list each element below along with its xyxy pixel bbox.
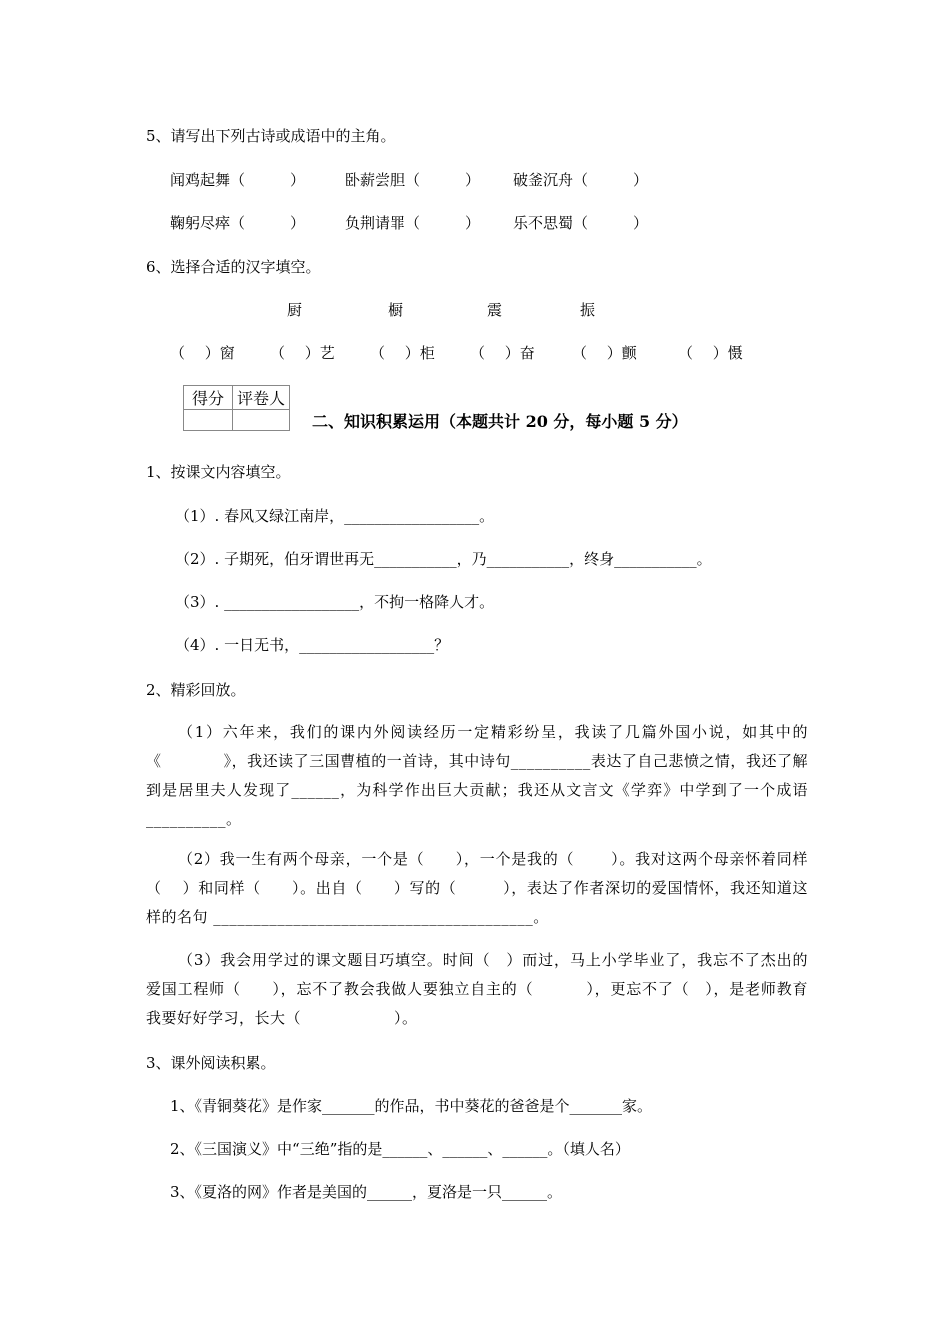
q5-idiom-3: 破釜沉舟（ ） — [513, 171, 649, 189]
section-title: 二、知识积累运用（本题共计 20 分，每小题 5 分） — [312, 412, 688, 431]
s2-q3-item-1: 1、《青铜葵花》是作家_______的作品，书中葵花的爸爸是个_______家。 — [170, 1097, 653, 1115]
q5-idiom-4: 鞠躬尽瘁（ ） — [170, 214, 306, 232]
q6-char-3: 震 — [487, 301, 503, 319]
q6-blank-3: （ ）柜 — [370, 344, 435, 362]
s2-q2-paragraph-3: （3）我会用学过的课文题目巧填空。时间（ ）而过，马上小学毕业了，我忘不了杰出的爱国工程师（ ），忘不了教会我做人要独立自主的（ ），更忘不了（ ），是老师教育我要好好学习，长大（ ）。 — [146, 951, 808, 1027]
s2-q2-paragraph-1: （1）六年来，我们的课内外阅读经历一定精彩纷呈，我读了几篇外国小说，如其中的《 》，我还读了三国曹植的一首诗，其中诗句__________表达了自己悲愤之情，我还了解到是居里夫人发现了______，为科学作出巨大贡献；我还从文言文《学弈》中学到了一个成语__________。 — [146, 723, 808, 828]
s2-q3-title: 3、课外阅读积累。 — [146, 1054, 276, 1072]
q6-title: 6、选择合适的汉字填空。 — [146, 258, 321, 276]
s2-q1-item-1: （1）. 春风又绿江南岸，__________________。 — [175, 507, 495, 525]
q5-idiom-5: 负荆请罪（ ） — [345, 214, 481, 232]
q6-char-1: 厨 — [287, 301, 303, 319]
score-table — [183, 385, 290, 431]
s2-q1-title: 1、按课文内容填空。 — [146, 463, 291, 481]
q6-blank-1: （ ）窗 — [170, 344, 235, 362]
s2-q1-item-2: （2）. 子期死，伯牙谓世再无___________，乃___________，终身___________。 — [175, 550, 712, 568]
q5-title: 5、请写出下列古诗或成语中的主角。 — [146, 127, 396, 145]
q6-char-4: 振 — [580, 301, 596, 319]
q5-idiom-1: 闻鸡起舞（ ） — [170, 171, 306, 189]
q6-blank-5: （ ）颤 — [572, 344, 637, 362]
s2-q3-item-2: 2、《三国演义》中“三绝”指的是______、______、______。（填人名） — [170, 1140, 630, 1158]
grader-header: 评卷人 — [233, 386, 290, 410]
score-header: 得分 — [184, 386, 233, 410]
s2-q1-item-4: （4）. 一日无书，__________________？ — [175, 636, 450, 654]
q5-idiom-2: 卧薪尝胆（ ） — [345, 171, 481, 189]
s2-q2-title: 2、精彩回放。 — [146, 681, 246, 699]
q6-blank-6: （ ）慑 — [678, 344, 743, 362]
q5-idiom-6: 乐不思蜀（ ） — [513, 214, 649, 232]
q6-char-2: 橱 — [388, 301, 404, 319]
q6-blank-2: （ ）艺 — [270, 344, 335, 362]
s2-q3-item-3: 3、《夏洛的网》作者是美国的______，夏洛是一只______。 — [170, 1183, 563, 1201]
grader-cell — [233, 410, 290, 431]
s2-q2-paragraph-2: （2）我一生有两个母亲，一个是（ ），一个是我的（ ）。我对这两个母亲怀着同样（ ）和同样（ ）。出自（ ）写的（ ），表达了作者深切的爱国情怀，我还知道这样的名句 ________________________________________。 — [146, 850, 808, 926]
s2-q1-item-3: （3）. __________________，不拘一格降人才。 — [175, 593, 495, 611]
q6-blank-4: （ ）奋 — [470, 344, 535, 362]
score-cell — [184, 410, 233, 431]
